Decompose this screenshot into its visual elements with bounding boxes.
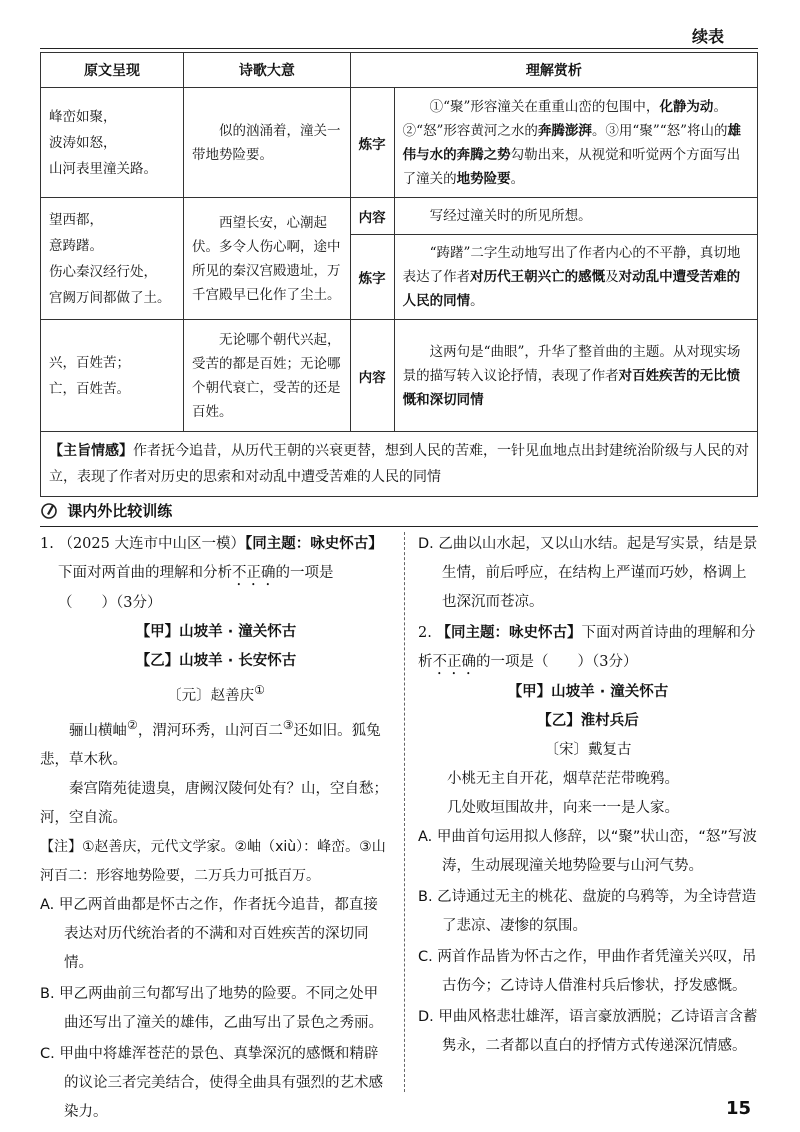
q1-title-jia: 【甲】山坡羊 · 潼关怀古 xyxy=(135,624,297,640)
q1-stem: 1. （2025 大连市中山区一模）【同主题：咏史怀古】 下面对两首曲的理解和分析不正确的一项是 （ ）（3分） xyxy=(40,536,383,611)
analysis-text: 写经过潼关时的所见所想。 xyxy=(394,198,757,235)
analysis-type: 炼字 xyxy=(350,235,394,320)
original-text: 兴，百姓苦； 亡，百姓苦。 xyxy=(41,320,184,432)
section-title: 课内外比较训练 xyxy=(67,502,173,520)
q1-option-b[interactable]: B. 甲乙两曲前三句都写出了地势的险要。不同之处甲曲还写出了潼关的雄伟，乙曲写出了景色之秀丽。 xyxy=(40,985,383,1031)
q2-title-jia: 【甲】山坡羊 · 潼关怀古 xyxy=(507,684,669,700)
q1-title-yi: 【乙】山坡羊 · 长安怀古 xyxy=(135,653,297,669)
q2-author: 〔宋〕戴复古 xyxy=(544,742,632,758)
page-number: 15 xyxy=(726,1098,752,1119)
q1-author: 〔元〕赵善庆① xyxy=(167,683,265,704)
q1-poem-line: 秦宫隋苑徒遗臭，唐阙汉陵何处有？山，空自愁；河，空自流。 xyxy=(40,780,388,826)
table-header-row xyxy=(41,53,758,88)
meaning-text: 似的汹涌着，潼关一带地势险要。 xyxy=(183,88,350,198)
summary-text: 【主旨情感】作者抚今追昔，从历代王朝的兴衰更替，想到人民的苦难，一针见血地点出封建统治阶级与人民的对立，表现了作者对历史的思索和对动乱中遭受苦难的人民的同情 xyxy=(41,432,758,497)
header-analysis: 理解赏析 xyxy=(350,53,757,88)
section-heading xyxy=(40,500,758,527)
continued-label: 续表 xyxy=(692,27,725,46)
table-row xyxy=(41,198,758,235)
analysis-type: 内容 xyxy=(350,320,394,432)
column-divider xyxy=(404,532,405,1092)
question-2 xyxy=(418,530,758,1063)
q2-poem-line: 小桃无主自开花，烟草茫茫带晚鸦。 xyxy=(447,771,679,787)
analysis-text: ①“聚”形容潼关在重重山峦的包围中，化静为动。②“怒”形容黄河之水的奔腾澎湃。③用“聚”“怒”将山的雄伟与水的奔腾之势勾勒出来，从视觉和听觉两个方面写出了潼关的地势险要。 xyxy=(394,88,757,198)
question-1 xyxy=(40,530,392,1129)
q2-stem: 2. 【同主题：咏史怀古】下面对两首诗曲的理解和分析不正确的一项是（ ）（3分） xyxy=(418,625,756,670)
original-text: 峰峦如聚， 波涛如怒， 山河表里潼关路。 xyxy=(41,88,184,198)
top-rule xyxy=(40,48,758,49)
q2-title-yi: 【乙】淮村兵后 xyxy=(537,713,639,729)
q1-note: 【注】①赵善庆，元代文学家。②岫（xiù）：峰峦。③山河百二：形容地势险要，二万兵力可抵百万。 xyxy=(40,838,386,884)
q2-option-c[interactable]: C. 两首作品皆为怀古之作，甲曲作者凭潼关兴叹，吊古伤今；乙诗诗人借淮村兵后惨状，抒发感慨。 xyxy=(418,949,757,994)
table-row xyxy=(41,320,758,432)
q1-poem-line: 骊山横岫②，渭河环秀，山河百二③还如旧。狐兔悲，草木秋。 xyxy=(40,717,381,768)
analysis-text: “踌躇”二字生动地写出了作者内心的不平静，真切地表达了作者对历代王朝兴亡的感慨及对动乱中遭受苦难的人民的同情。 xyxy=(394,235,757,320)
analysis-type: 炼字 xyxy=(350,88,394,198)
meaning-text: 无论哪个朝代兴起，受苦的都是百姓；无论哪个朝代衰亡，受苦的还是百姓。 xyxy=(183,320,350,432)
analysis-text: 这两句是“曲眼”，升华了整首曲的主题。从对现实场景的描写转入议论抒情，表现了作者对百姓疾苦的无比愤慨和深切同情 xyxy=(394,320,757,432)
q1-option-a[interactable]: A. 甲乙两首曲都是怀古之作，作者抚今追昔，都直接表达对历代统治者的不满和对百姓疾苦的深切同情。 xyxy=(40,896,378,971)
table-row xyxy=(41,88,758,198)
q1-option-d[interactable]: D. 乙曲以山水起，又以山水结。起是写实景，结是景生情，前后呼应，在结构上严谨而巧妙，格调上也深沉而苍凉。 xyxy=(418,536,758,610)
q2-option-a[interactable]: A. 甲曲首句运用拟人修辞，以“聚”状山峦，“怒”写波涛，生动展现潼关地势险要与山河气势。 xyxy=(418,829,757,874)
analysis-table xyxy=(40,52,758,497)
q2-option-d[interactable]: D. 甲曲风格悲壮雄浑，语言豪放洒脱；乙诗语言含蓄隽永，二者都以直白的抒情方式传递深沉情感。 xyxy=(418,1009,758,1054)
q2-option-b[interactable]: B. 乙诗通过无主的桃花、盘旋的乌鸦等，为全诗营造了悲凉、凄惨的氛围。 xyxy=(418,889,757,934)
analysis-type: 内容 xyxy=(350,198,394,235)
q1-option-c[interactable]: C. 甲曲中将雄浑苍茫的景色、真挚深沉的感慨和精辟的议论三者完美结合，使得全曲具有强烈的艺术感染力。 xyxy=(40,1045,383,1120)
original-text: 望西都， 意踌躇。 伤心秦汉经行处， 宫阙万间都做了土。 xyxy=(41,198,184,320)
header-original: 原文呈现 xyxy=(41,53,184,88)
summary-row xyxy=(41,432,758,497)
header-meaning: 诗歌大意 xyxy=(183,53,350,88)
q2-poem-line: 几处败垣围故井，向来一一是人家。 xyxy=(447,800,679,816)
pencil-circle-icon xyxy=(40,501,58,519)
meaning-text: 西望长安，心潮起伏。多令人伤心啊，途中所见的秦汉宫殿遗址，万千宫殿早已化作了尘土。 xyxy=(183,198,350,320)
